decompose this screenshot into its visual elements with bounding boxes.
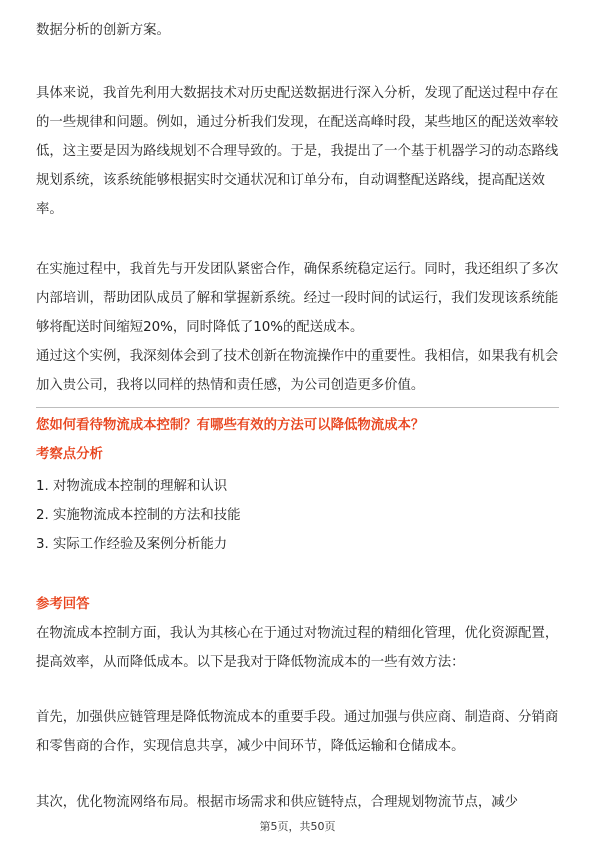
focus-item: 2. 实施物流成本控制的方法和技能 bbox=[36, 508, 241, 523]
focus-list bbox=[36, 472, 559, 559]
paragraph-3: 通过这个实例，我深刻体会到了技术创新在物流操作中的重要性。我相信，如果我有机会加入贵公司，我将以同样的热情和责任感，为公司创造更多价值。 bbox=[36, 349, 559, 393]
focus-label: 考察点分析 bbox=[36, 447, 103, 462]
page-footer: 第5页，共50页 bbox=[259, 820, 336, 833]
paragraph-2: 在实施过程中，我首先与开发团队紧密合作，确保系统稳定运行。同时，我还组织了多次内部培训，帮助团队成员了解和掌握新系统。经过一段时间的试运行，我们发现该系统能够将配送时间缩短20%，同时降低了10%的配送成本。 bbox=[36, 262, 559, 335]
question-heading: 您如何看待物流成本控制？有哪些有效的方法可以降低物流成本？ bbox=[36, 418, 425, 433]
intro-tail: 数据分析的创新方案。 bbox=[36, 23, 170, 38]
answer-paragraph-3: 其次，优化物流网络布局。根据市场需求和供应链特点，合理规划物流节点，减少 bbox=[36, 795, 519, 810]
focus-item: 1. 对物流成本控制的理解和认识 bbox=[36, 479, 228, 494]
answer-label: 参考回答 bbox=[36, 597, 90, 612]
answer-paragraph-2: 首先，加强供应链管理是降低物流成本的重要手段。通过加强与供应商、制造商、分销商和零售商的合作，实现信息共享，减少中间环节，降低运输和仓储成本。 bbox=[36, 710, 559, 754]
paragraph-1: 具体来说，我首先利用大数据技术对历史配送数据进行深入分析，发现了配送过程中存在的一些规律和问题。例如，通过分析我们发现，在配送高峰时段，某些地区的配送效率较低，这主要是因为路线规划不合理导致的。于是，我提出了一个基于机器学习的动态路线规划系统，该系统能够根据实时交通状况和订单分布，自动调整配送路线，提高配送效率。 bbox=[36, 86, 559, 217]
focus-item: 3. 实际工作经验及案例分析能力 bbox=[36, 537, 228, 552]
answer-paragraph-1: 在物流成本控制方面，我认为其核心在于通过对物流过程的精细化管理，优化资源配置，提高效率，从而降低成本。以下是我对于降低物流成本的一些有效方法： bbox=[36, 626, 559, 670]
section-divider bbox=[36, 407, 559, 408]
